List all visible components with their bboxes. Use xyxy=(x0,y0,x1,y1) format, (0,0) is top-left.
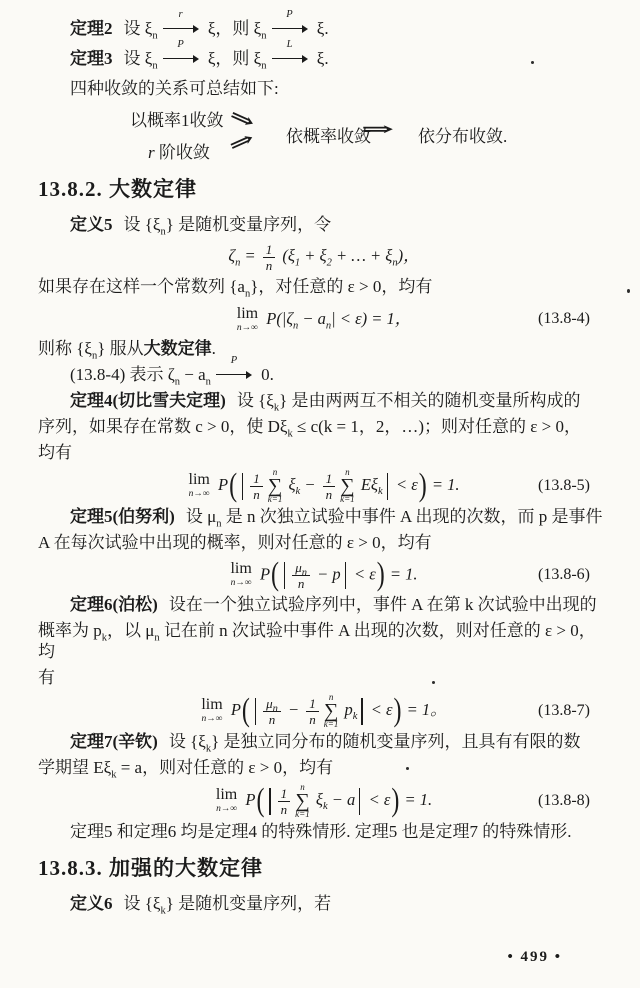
subscript: n xyxy=(325,319,332,331)
subscript: n xyxy=(205,376,211,388)
condition-constants xyxy=(38,276,610,300)
text-run: ，以 μ xyxy=(107,621,155,640)
text-run: 则称 {ξ xyxy=(38,339,92,358)
sum-upper-limit: n xyxy=(272,467,278,477)
sum-upper-limit: n xyxy=(328,692,334,702)
theorem-6-line-3 xyxy=(38,667,610,688)
sum-upper-limit: n xyxy=(345,467,350,477)
diagram-mid-label: 依概率收敛 xyxy=(286,127,371,146)
arrow-label: P xyxy=(286,9,293,20)
text-run: }，对任意的 ε > 0，均有 xyxy=(250,277,433,296)
diagram-top-label: 以概率1收敛 xyxy=(130,111,224,130)
formula-13-8-4 xyxy=(38,302,610,336)
subscript: n xyxy=(244,288,251,300)
lim-label: lim xyxy=(188,471,210,489)
text-run: 设 ξ xyxy=(123,19,153,38)
arrow-head-icon xyxy=(193,55,199,63)
text-run: 均有 xyxy=(38,443,72,462)
text-run: 有 xyxy=(38,668,55,687)
text-run: 序列，如果存在常数 c > 0，使 Dξ xyxy=(38,417,288,436)
subscript: k xyxy=(287,428,293,440)
text-run: μ xyxy=(295,559,302,575)
subscript: n xyxy=(154,632,160,644)
text-run: ξ，则 ξ xyxy=(203,19,262,38)
limit-operator xyxy=(201,697,222,725)
arrow-label: L xyxy=(286,39,293,50)
formula-13-8-8 xyxy=(38,783,610,819)
bold-text-run: 定理7(辛钦) xyxy=(70,732,158,751)
formula-body xyxy=(237,305,411,334)
text-run: < ε xyxy=(391,474,418,494)
text-run: = xyxy=(240,246,260,266)
text-run: } 是随机变量序列，令 xyxy=(165,215,332,234)
subscript: k xyxy=(295,486,301,498)
labeled-right-arrow-icon xyxy=(216,355,252,380)
subscript: n xyxy=(261,30,267,42)
fraction xyxy=(306,697,319,726)
fraction xyxy=(250,472,263,501)
text-run: = 1。 xyxy=(402,699,447,719)
lim-label: lim xyxy=(230,560,252,578)
vertical-bar-icon xyxy=(387,473,388,500)
text-run: P xyxy=(226,699,241,719)
text-run: − a xyxy=(298,308,326,328)
summation xyxy=(268,468,283,504)
subscript: n xyxy=(174,376,181,388)
subscript: k xyxy=(111,769,117,781)
obeys-lln xyxy=(38,338,610,362)
text-run: . xyxy=(211,339,216,358)
text-run: P xyxy=(255,563,271,583)
text-run: } 服从 xyxy=(97,339,144,358)
subscript: n xyxy=(152,30,158,42)
section-title-13-8-2 xyxy=(38,173,610,203)
text-run: P xyxy=(241,789,256,809)
subscript: n xyxy=(272,703,278,715)
equation-number: (13.8-5) xyxy=(538,477,590,494)
fraction-numerator xyxy=(250,472,263,487)
theorem-4-line-2 xyxy=(38,416,610,440)
theorem-4-line-3 xyxy=(38,442,610,463)
fraction-numerator xyxy=(292,559,310,579)
theorem-6-line-1 xyxy=(38,594,610,615)
theorem-5-line-2 xyxy=(38,532,610,553)
text-run: 设 ξ xyxy=(123,49,153,68)
text-run: n xyxy=(265,257,273,273)
text-run: } 是独立同分布的随机变量序列，且具有有限的数 xyxy=(211,732,581,751)
bold-text-run: 定理6(泊松) xyxy=(70,595,158,614)
arrow-shaft xyxy=(163,28,194,29)
formula-13-8-6 xyxy=(38,558,610,592)
arrow-head-icon xyxy=(246,371,252,379)
fraction-numerator xyxy=(263,243,276,258)
arrow-label: P xyxy=(177,39,184,50)
text-run: 1 xyxy=(265,241,273,257)
text-run: 13.8.3. 加强的大数定律 xyxy=(38,856,263,880)
text-run: n xyxy=(325,486,333,502)
arrow-label: P xyxy=(230,355,238,366)
formula-body: lim n→∞ P( $\frac{\mu_n}{n}$ − $\frac{1}{n}$ n ∑ k=1 $p_k < \varepsilon) = 1$。 xyxy=(201,692,447,729)
text-run: P xyxy=(213,474,229,494)
formula-body: lim n→∞ P( $\frac{1}{n}$ n ∑ k=1 $\xi_k - a < \varepsilon) = 1$. xyxy=(215,782,433,819)
vertical-bar-icon xyxy=(255,698,256,725)
text-run: 设在一个独立试验序列中，事件 A 在第 k 次试验中出现的 xyxy=(168,595,597,614)
subscript: n xyxy=(152,60,158,72)
text-run: − a xyxy=(180,365,206,384)
text-run: 设 {ξ xyxy=(123,215,161,234)
fraction xyxy=(323,472,336,501)
text-run: 设 μ xyxy=(185,507,217,526)
text-run: 定理5 和定理6 均是定理4 的特殊情形. 定理5 也是定理7 的特殊情形. xyxy=(70,822,572,841)
text-run: } 是随机变量序列，若 xyxy=(165,894,332,913)
text-run: 学期望 Eξ xyxy=(38,758,112,777)
text-run: − xyxy=(300,474,320,494)
text-run: + ξ xyxy=(300,246,327,266)
arrow-label: r xyxy=(178,9,183,20)
lim-subscript: n→∞ xyxy=(188,489,210,500)
bold-text-run: 定义5 xyxy=(70,215,113,234)
text-run: n xyxy=(280,801,288,817)
text-run: 概率为 p xyxy=(38,621,102,640)
implies-arrow-icon: ⇒ xyxy=(360,119,395,139)
text-run: ≤ c(k = 1，2，…)；则对任意的 ε > 0， xyxy=(292,417,582,436)
theorem-5-line-1 xyxy=(38,506,610,530)
page-number: • 499 • xyxy=(507,949,562,965)
vertical-bar-icon xyxy=(361,698,362,725)
fraction xyxy=(263,697,281,726)
summation xyxy=(324,693,339,729)
subscript: n xyxy=(92,350,98,362)
equation-number: (13.8-7) xyxy=(538,702,590,719)
vertical-bar-icon xyxy=(359,788,360,815)
equation-number: (13.8-6) xyxy=(538,566,590,583)
text-run: (ξ xyxy=(278,246,295,266)
subscript: n xyxy=(392,257,398,269)
limit-operator xyxy=(189,472,210,500)
text-run: 是 n 次独立试验中事件 A 出现的次数，而 p 是事件 xyxy=(221,507,603,526)
subscript: n xyxy=(261,60,267,72)
summation xyxy=(340,468,355,504)
bold-text-run: 大数定律 xyxy=(143,339,212,358)
theorem-2 xyxy=(38,9,610,42)
arrow-head-icon xyxy=(302,25,308,33)
bold-text-run: 定义6 xyxy=(70,894,113,913)
text-run: < ε xyxy=(349,563,376,583)
text-run: n xyxy=(253,486,260,502)
text-run: } 是由两两互不相关的随机变量所构成的 xyxy=(279,391,581,410)
formula-13-8-7 xyxy=(38,693,610,729)
theorem-6-line-2 xyxy=(38,620,610,662)
text-run: P(|ζ xyxy=(262,308,294,328)
text-run: Eξ xyxy=(356,474,378,494)
arrow-shaft xyxy=(163,58,194,59)
text-run: = 1. xyxy=(385,563,418,583)
convergence-diagram xyxy=(38,105,610,163)
text-run: | < ε) = 1， xyxy=(331,308,412,328)
fraction-denominator xyxy=(309,712,316,726)
subscript: 1 xyxy=(294,257,301,269)
scan-speckle-icon xyxy=(627,289,630,293)
subscript: n xyxy=(216,518,222,530)
text-run: 13.8.2. 大数定律 xyxy=(38,177,197,201)
lim-subscript: n→∞ xyxy=(236,322,258,333)
sigma-icon: ∑ xyxy=(323,700,339,722)
scan-speckle-icon xyxy=(432,681,435,684)
sum-lower-limit: k=1 xyxy=(295,809,310,819)
text-run: 设 {ξ xyxy=(236,391,274,410)
merge-arrow-top-icon: ⇒ xyxy=(226,104,258,135)
text-run: 1 xyxy=(280,785,288,801)
labeled-right-arrow-icon xyxy=(163,9,199,34)
sum-lower-limit: k=1 xyxy=(323,719,339,729)
fraction-denominator xyxy=(266,258,273,272)
sigma-icon: ∑ xyxy=(340,475,355,497)
arrow-head-icon xyxy=(302,55,308,63)
arrow-head-icon xyxy=(193,25,199,33)
lim-subscript: n→∞ xyxy=(230,578,252,589)
text-run: n xyxy=(268,711,276,727)
formula-body: lim n→∞ P( $\frac{1}{n}$ n ∑ k=1 $\xi_k$ − $\frac{1}{n}$ n ∑ k=1 $E\xi_k < \varepsilon) = 1$. xyxy=(188,467,460,504)
formula-13-8-5 xyxy=(38,468,610,504)
text-run: + … + ξ xyxy=(331,246,393,266)
labeled-right-arrow-icon xyxy=(272,9,308,34)
text-run: ξ，则 ξ xyxy=(203,49,262,68)
arrow-shaft xyxy=(272,58,303,59)
text-run: 0. xyxy=(256,365,274,384)
text-run: ξ. xyxy=(312,19,329,38)
merge-arrow-bottom-icon: ⇒ xyxy=(226,127,258,158)
formula-average xyxy=(38,240,610,274)
subscript: k xyxy=(160,905,166,917)
bold-text-run: 定理5(伯努利) xyxy=(70,507,175,526)
arrow-shaft xyxy=(216,374,247,375)
text-run: 记在前 n 次试验中事件 A 出现的次数，则对任意的 ε > 0，均 xyxy=(38,621,596,661)
subscript: k xyxy=(205,743,212,755)
text-run: n xyxy=(309,711,316,727)
text-run: = 1. xyxy=(400,789,433,809)
vertical-bar-icon xyxy=(284,562,285,589)
subscript: n xyxy=(301,567,308,579)
theorem-4-line-1 xyxy=(38,390,610,414)
subscript: n xyxy=(293,319,299,331)
lim-label: lim xyxy=(215,786,238,804)
text-run: = a，则对任意的 ε > 0，均有 xyxy=(116,758,334,777)
sum-upper-limit: n xyxy=(300,782,305,792)
text-run: − a xyxy=(327,789,356,809)
text-run: ξ xyxy=(311,789,323,809)
vertical-bar-icon xyxy=(269,788,270,815)
subscript: k xyxy=(322,801,328,813)
text-run: = 1. xyxy=(427,474,460,494)
section-title-13-8-3 xyxy=(38,852,610,882)
text-run: 四种收敛的关系可总结如下: xyxy=(70,79,279,98)
subscript: 2 xyxy=(326,257,332,269)
text-run: p xyxy=(340,699,353,719)
text-run: − p xyxy=(313,563,341,583)
text-run: < ε xyxy=(366,699,393,719)
fraction-numerator xyxy=(263,695,281,715)
vertical-bar-icon xyxy=(242,473,243,500)
subscript: k xyxy=(352,711,358,723)
equation-number: (13.8-4) xyxy=(538,310,590,327)
fraction-denominator xyxy=(326,487,333,501)
text-run: 设 {ξ xyxy=(123,894,161,913)
theorem-7-line-2 xyxy=(38,757,610,781)
fraction-denominator xyxy=(298,576,305,590)
formula-body xyxy=(228,242,419,272)
fraction-numerator xyxy=(306,697,319,712)
lim-label: lim xyxy=(201,696,223,714)
limit-operator xyxy=(237,306,258,334)
fraction-denominator xyxy=(253,487,260,501)
sigma-icon: ∑ xyxy=(267,475,283,497)
fraction-denominator xyxy=(281,802,288,816)
definition-5 xyxy=(38,214,610,238)
lim-label: lim xyxy=(236,304,259,322)
text-run: < ε xyxy=(364,789,391,809)
text-run: μ xyxy=(266,695,273,711)
labeled-right-arrow-icon xyxy=(163,39,199,64)
subscript: k xyxy=(101,632,107,644)
lim-subscript: n→∞ xyxy=(201,714,223,725)
text-run: 1 xyxy=(309,695,316,711)
text-run: (13.8-4) 表示 ζ xyxy=(70,365,175,384)
limit-operator xyxy=(216,787,237,815)
text-run: )， xyxy=(397,246,420,266)
bold-text-run: 定理3 xyxy=(70,49,113,68)
scan-speckle-icon xyxy=(531,61,534,64)
diagram-right-label: 依分布收敛. xyxy=(418,127,508,146)
fraction xyxy=(263,243,276,272)
theorem-3 xyxy=(38,39,610,72)
text-run: 如果存在这样一个常数列 {a xyxy=(38,277,245,296)
four-convergence-summary xyxy=(38,78,610,99)
arrow-shaft xyxy=(272,28,303,29)
remark-13-8-4 xyxy=(38,355,610,388)
sum-lower-limit: k=1 xyxy=(340,494,355,504)
vertical-bar-icon xyxy=(345,562,346,589)
definition-6 xyxy=(38,893,610,917)
subscript: k xyxy=(377,486,383,498)
lim-subscript: n→∞ xyxy=(216,804,238,815)
scan-speckle-icon xyxy=(406,767,409,770)
fraction-numerator xyxy=(323,472,336,487)
text-run: 1 xyxy=(253,470,260,486)
subscript: k xyxy=(273,402,280,414)
fraction xyxy=(278,787,291,816)
diagram-variable-r: r xyxy=(148,143,155,162)
subscript: n xyxy=(235,257,241,269)
sum-lower-limit: k=1 xyxy=(267,494,283,504)
formula-body: lim n→∞ P( $\frac{\mu_n}{n}$ − p < ε) = 1. xyxy=(230,557,418,593)
text-run: 设 {ξ xyxy=(168,732,206,751)
text-run: ξ. xyxy=(312,49,329,68)
equation-number: (13.8-8) xyxy=(538,792,590,809)
text-run: ξ xyxy=(284,474,296,494)
special-cases xyxy=(38,821,610,842)
text-run: 1 xyxy=(325,470,333,486)
bold-text-run: 定理2 xyxy=(70,19,113,38)
summation xyxy=(295,783,310,819)
page-content xyxy=(38,9,610,917)
limit-operator xyxy=(230,561,251,589)
diagram-bottom-text: 阶收敛 xyxy=(154,143,210,162)
text-run: n xyxy=(297,575,305,591)
fraction-numerator xyxy=(278,787,291,802)
theorem-7-line-1 xyxy=(38,731,610,755)
sigma-icon: ∑ xyxy=(295,790,310,812)
subscript: n xyxy=(160,226,166,238)
text-run: A 在每次试验中出现的概率，则对任意的 ε > 0，均有 xyxy=(38,533,432,552)
text-run: − xyxy=(283,699,304,719)
fraction-denominator xyxy=(269,712,276,726)
labeled-right-arrow-icon xyxy=(272,39,308,64)
bold-text-run: 定理4(切比雪夫定理) xyxy=(70,391,226,410)
fraction xyxy=(292,561,310,590)
diagram-bottom-label xyxy=(148,138,210,163)
text-run: ζ xyxy=(228,246,236,266)
